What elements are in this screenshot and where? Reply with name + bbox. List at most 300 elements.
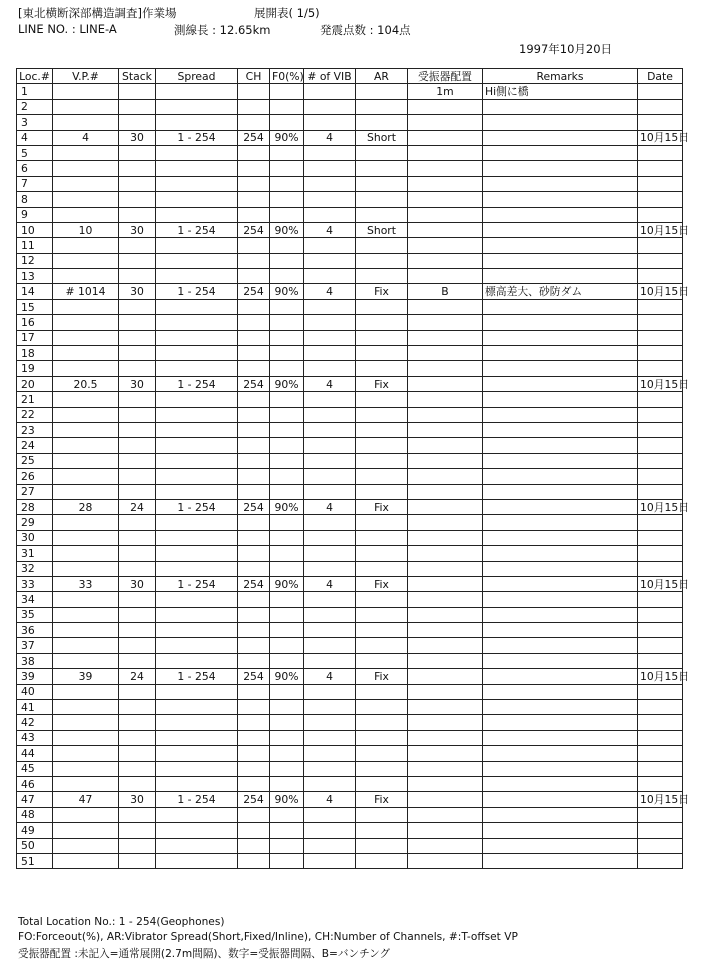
cell-spread bbox=[156, 192, 238, 207]
cell-ch bbox=[238, 161, 270, 176]
cell-geophone bbox=[408, 330, 483, 345]
cell-loc: 21 bbox=[17, 392, 53, 407]
cell-vp bbox=[53, 484, 119, 499]
cell-geophone bbox=[408, 376, 483, 391]
cell-remarks bbox=[483, 761, 638, 776]
cell-date bbox=[638, 330, 683, 345]
cell-ar bbox=[356, 607, 408, 622]
cell-remarks bbox=[483, 730, 638, 745]
cell-stack bbox=[119, 530, 156, 545]
cell-ar: Fix bbox=[356, 576, 408, 591]
cell-remarks bbox=[483, 130, 638, 145]
cell-date: 10月15日 bbox=[638, 499, 683, 514]
cell-ar bbox=[356, 346, 408, 361]
cell-stack bbox=[119, 653, 156, 668]
cell-remarks bbox=[483, 484, 638, 499]
cell-stack bbox=[119, 192, 156, 207]
cell-remarks bbox=[483, 776, 638, 791]
cell-ar bbox=[356, 638, 408, 653]
cell-ar bbox=[356, 853, 408, 868]
table-row bbox=[17, 253, 683, 268]
cell-vp bbox=[53, 638, 119, 653]
table-row bbox=[17, 700, 683, 715]
document-title: [東北横断深部構造調査]作業場 bbox=[18, 6, 177, 20]
cell-spread bbox=[156, 807, 238, 822]
table-row bbox=[17, 499, 683, 514]
cell-stack bbox=[119, 330, 156, 345]
cell-stack bbox=[119, 838, 156, 853]
cell-remarks bbox=[483, 499, 638, 514]
cell-vib: 4 bbox=[304, 222, 356, 237]
cell-remarks bbox=[483, 222, 638, 237]
cell-vp bbox=[53, 715, 119, 730]
cell-loc: 32 bbox=[17, 561, 53, 576]
cell-vp bbox=[53, 238, 119, 253]
cell-fo: 90% bbox=[270, 576, 304, 591]
cell-date: 10月15日 bbox=[638, 669, 683, 684]
line-number: LINE NO. : LINE-A bbox=[18, 22, 117, 36]
col-header-geophone: 受振器配置 bbox=[408, 69, 483, 84]
cell-geophone bbox=[408, 130, 483, 145]
cell-fo bbox=[270, 684, 304, 699]
cell-stack bbox=[119, 253, 156, 268]
cell-fo bbox=[270, 207, 304, 222]
cell-remarks bbox=[483, 176, 638, 191]
cell-geophone: B bbox=[408, 284, 483, 299]
cell-date: 10月15日 bbox=[638, 130, 683, 145]
cell-vib bbox=[304, 346, 356, 361]
cell-vib bbox=[304, 392, 356, 407]
cell-fo bbox=[270, 84, 304, 99]
cell-ar bbox=[356, 684, 408, 699]
cell-vib bbox=[304, 592, 356, 607]
cell-stack bbox=[119, 315, 156, 330]
cell-stack bbox=[119, 853, 156, 868]
cell-ar bbox=[356, 422, 408, 437]
cell-geophone bbox=[408, 561, 483, 576]
cell-ch bbox=[238, 192, 270, 207]
table-row bbox=[17, 823, 683, 838]
cell-vib bbox=[304, 145, 356, 160]
cell-stack bbox=[119, 99, 156, 114]
cell-geophone bbox=[408, 623, 483, 638]
cell-spread bbox=[156, 715, 238, 730]
cell-remarks bbox=[483, 407, 638, 422]
cell-fo bbox=[270, 607, 304, 622]
cell-fo bbox=[270, 746, 304, 761]
cell-ar: Short bbox=[356, 130, 408, 145]
cell-vib bbox=[304, 607, 356, 622]
cell-vp bbox=[53, 392, 119, 407]
cell-remarks bbox=[483, 361, 638, 376]
cell-date bbox=[638, 607, 683, 622]
cell-vib: 4 bbox=[304, 669, 356, 684]
cell-date bbox=[638, 853, 683, 868]
table-row bbox=[17, 638, 683, 653]
cell-stack bbox=[119, 546, 156, 561]
cell-ch bbox=[238, 361, 270, 376]
cell-vp bbox=[53, 407, 119, 422]
cell-loc: 5 bbox=[17, 145, 53, 160]
cell-ch bbox=[238, 438, 270, 453]
table-row bbox=[17, 145, 683, 160]
cell-vp bbox=[53, 207, 119, 222]
cell-ch bbox=[238, 700, 270, 715]
cell-date bbox=[638, 776, 683, 791]
cell-vib: 4 bbox=[304, 130, 356, 145]
cell-stack bbox=[119, 207, 156, 222]
cell-loc: 24 bbox=[17, 438, 53, 453]
cell-stack: 24 bbox=[119, 669, 156, 684]
cell-fo bbox=[270, 638, 304, 653]
cell-loc: 37 bbox=[17, 638, 53, 653]
table-row bbox=[17, 546, 683, 561]
cell-ch bbox=[238, 84, 270, 99]
cell-fo bbox=[270, 238, 304, 253]
cell-ch bbox=[238, 145, 270, 160]
cell-spread bbox=[156, 546, 238, 561]
document-date: 1997年10月20日 bbox=[519, 42, 613, 56]
cell-vib bbox=[304, 730, 356, 745]
cell-spread bbox=[156, 346, 238, 361]
cell-ar bbox=[356, 315, 408, 330]
cell-fo bbox=[270, 776, 304, 791]
cell-vp bbox=[53, 330, 119, 345]
cell-fo bbox=[270, 515, 304, 530]
cell-ar bbox=[356, 746, 408, 761]
cell-ar bbox=[356, 546, 408, 561]
cell-ar bbox=[356, 238, 408, 253]
cell-stack bbox=[119, 115, 156, 130]
cell-ar bbox=[356, 453, 408, 468]
table-row bbox=[17, 853, 683, 868]
cell-loc: 51 bbox=[17, 853, 53, 868]
cell-stack: 30 bbox=[119, 576, 156, 591]
cell-ch bbox=[238, 807, 270, 822]
cell-ar bbox=[356, 469, 408, 484]
table-row bbox=[17, 361, 683, 376]
cell-spread bbox=[156, 84, 238, 99]
table-row bbox=[17, 176, 683, 191]
cell-date bbox=[638, 807, 683, 822]
table-row bbox=[17, 469, 683, 484]
cell-ar bbox=[356, 653, 408, 668]
cell-spread: 1 - 254 bbox=[156, 576, 238, 591]
cell-spread bbox=[156, 730, 238, 745]
cell-stack bbox=[119, 807, 156, 822]
cell-ar bbox=[356, 838, 408, 853]
cell-spread bbox=[156, 761, 238, 776]
table-row bbox=[17, 130, 683, 145]
cell-stack bbox=[119, 438, 156, 453]
cell-fo: 90% bbox=[270, 376, 304, 391]
table-row bbox=[17, 84, 683, 99]
deployment-table bbox=[16, 68, 690, 869]
cell-date bbox=[638, 438, 683, 453]
cell-loc: 25 bbox=[17, 453, 53, 468]
cell-stack bbox=[119, 730, 156, 745]
cell-vib bbox=[304, 361, 356, 376]
cell-remarks bbox=[483, 623, 638, 638]
table-row bbox=[17, 315, 683, 330]
cell-vib bbox=[304, 761, 356, 776]
cell-ch bbox=[238, 823, 270, 838]
cell-vp: 20.5 bbox=[53, 376, 119, 391]
cell-remarks bbox=[483, 700, 638, 715]
cell-vp bbox=[53, 546, 119, 561]
cell-date bbox=[638, 145, 683, 160]
table-row bbox=[17, 776, 683, 791]
cell-date bbox=[638, 730, 683, 745]
cell-ch bbox=[238, 853, 270, 868]
cell-fo bbox=[270, 623, 304, 638]
cell-loc: 39 bbox=[17, 669, 53, 684]
cell-vp bbox=[53, 530, 119, 545]
cell-date bbox=[638, 361, 683, 376]
cell-geophone bbox=[408, 438, 483, 453]
cell-date bbox=[638, 315, 683, 330]
cell-remarks bbox=[483, 469, 638, 484]
cell-remarks bbox=[483, 299, 638, 314]
cell-fo bbox=[270, 192, 304, 207]
cell-loc: 47 bbox=[17, 792, 53, 807]
cell-vp bbox=[53, 299, 119, 314]
cell-remarks bbox=[483, 161, 638, 176]
cell-stack bbox=[119, 453, 156, 468]
line-length: 測線長 : 12.65km bbox=[174, 23, 271, 37]
cell-ch bbox=[238, 453, 270, 468]
cell-ch bbox=[238, 330, 270, 345]
cell-remarks bbox=[483, 453, 638, 468]
cell-remarks: 標高差大、砂防ダム bbox=[483, 284, 638, 299]
cell-spread bbox=[156, 176, 238, 191]
cell-loc: 45 bbox=[17, 761, 53, 776]
col-header-fo: F0(%) bbox=[270, 69, 304, 84]
cell-ch bbox=[238, 469, 270, 484]
cell-ch bbox=[238, 253, 270, 268]
cell-geophone bbox=[408, 484, 483, 499]
cell-loc: 49 bbox=[17, 823, 53, 838]
cell-ch bbox=[238, 638, 270, 653]
cell-geophone bbox=[408, 207, 483, 222]
cell-fo bbox=[270, 453, 304, 468]
table-row bbox=[17, 653, 683, 668]
cell-spread bbox=[156, 530, 238, 545]
cell-ar bbox=[356, 761, 408, 776]
cell-vp bbox=[53, 823, 119, 838]
cell-vp bbox=[53, 469, 119, 484]
cell-geophone bbox=[408, 315, 483, 330]
cell-ar: Short bbox=[356, 222, 408, 237]
cell-remarks bbox=[483, 715, 638, 730]
cell-fo bbox=[270, 546, 304, 561]
cell-spread bbox=[156, 746, 238, 761]
cell-vib bbox=[304, 269, 356, 284]
cell-date: 10月15日 bbox=[638, 792, 683, 807]
cell-remarks bbox=[483, 438, 638, 453]
cell-ar bbox=[356, 299, 408, 314]
cell-vp bbox=[53, 730, 119, 745]
table-row bbox=[17, 792, 683, 807]
cell-loc: 27 bbox=[17, 484, 53, 499]
cell-vp bbox=[53, 453, 119, 468]
table-row bbox=[17, 392, 683, 407]
cell-geophone bbox=[408, 576, 483, 591]
cell-spread bbox=[156, 253, 238, 268]
cell-geophone bbox=[408, 222, 483, 237]
cell-loc: 31 bbox=[17, 546, 53, 561]
cell-remarks bbox=[483, 376, 638, 391]
cell-date bbox=[638, 176, 683, 191]
cell-remarks bbox=[483, 346, 638, 361]
cell-loc: 7 bbox=[17, 176, 53, 191]
cell-loc: 26 bbox=[17, 469, 53, 484]
cell-ch bbox=[238, 838, 270, 853]
cell-geophone bbox=[408, 546, 483, 561]
cell-geophone bbox=[408, 761, 483, 776]
cell-stack bbox=[119, 684, 156, 699]
cell-vp: 39 bbox=[53, 669, 119, 684]
cell-spread bbox=[156, 315, 238, 330]
cell-remarks bbox=[483, 315, 638, 330]
cell-remarks bbox=[483, 145, 638, 160]
cell-fo bbox=[270, 438, 304, 453]
cell-fo bbox=[270, 715, 304, 730]
cell-ar bbox=[356, 515, 408, 530]
cell-remarks bbox=[483, 192, 638, 207]
cell-stack bbox=[119, 776, 156, 791]
table-row bbox=[17, 715, 683, 730]
cell-geophone bbox=[408, 99, 483, 114]
cell-spread: 1 - 254 bbox=[156, 222, 238, 237]
cell-stack bbox=[119, 422, 156, 437]
cell-date bbox=[638, 715, 683, 730]
cell-vib bbox=[304, 838, 356, 853]
cell-ar bbox=[356, 207, 408, 222]
table-row bbox=[17, 484, 683, 499]
cell-remarks bbox=[483, 561, 638, 576]
cell-ch bbox=[238, 484, 270, 499]
cell-geophone bbox=[408, 838, 483, 853]
cell-vp bbox=[53, 623, 119, 638]
cell-loc: 44 bbox=[17, 746, 53, 761]
cell-vp: 47 bbox=[53, 792, 119, 807]
cell-vp bbox=[53, 515, 119, 530]
cell-stack bbox=[119, 700, 156, 715]
cell-stack bbox=[119, 761, 156, 776]
cell-date bbox=[638, 823, 683, 838]
cell-vp bbox=[53, 422, 119, 437]
table-row bbox=[17, 530, 683, 545]
cell-loc: 11 bbox=[17, 238, 53, 253]
cell-ar bbox=[356, 361, 408, 376]
cell-vp bbox=[53, 346, 119, 361]
footer-geophone-note: 受振器配置 :未記入=通常展開(2.7m間隔)、数字=受振器間隔、B=バンチング bbox=[18, 948, 391, 960]
cell-date: 10月15日 bbox=[638, 376, 683, 391]
cell-date: 10月15日 bbox=[638, 222, 683, 237]
cell-ch bbox=[238, 592, 270, 607]
cell-vp bbox=[53, 315, 119, 330]
cell-fo bbox=[270, 176, 304, 191]
cell-ar bbox=[356, 561, 408, 576]
cell-vp: 28 bbox=[53, 499, 119, 514]
cell-fo bbox=[270, 330, 304, 345]
cell-vib bbox=[304, 853, 356, 868]
cell-remarks bbox=[483, 792, 638, 807]
cell-ar bbox=[356, 807, 408, 822]
table-row bbox=[17, 438, 683, 453]
cell-ch bbox=[238, 730, 270, 745]
cell-vib bbox=[304, 484, 356, 499]
table-row bbox=[17, 592, 683, 607]
cell-vp bbox=[53, 192, 119, 207]
cell-spread bbox=[156, 269, 238, 284]
cell-loc: 13 bbox=[17, 269, 53, 284]
cell-vp bbox=[53, 361, 119, 376]
cell-loc: 4 bbox=[17, 130, 53, 145]
cell-ar bbox=[356, 530, 408, 545]
cell-date bbox=[638, 161, 683, 176]
cell-remarks bbox=[483, 269, 638, 284]
cell-stack bbox=[119, 607, 156, 622]
cell-date bbox=[638, 623, 683, 638]
cell-ar bbox=[356, 700, 408, 715]
cell-geophone bbox=[408, 607, 483, 622]
table-row bbox=[17, 222, 683, 237]
cell-remarks bbox=[483, 746, 638, 761]
cell-ch bbox=[238, 207, 270, 222]
cell-remarks bbox=[483, 422, 638, 437]
cell-vib bbox=[304, 746, 356, 761]
cell-date bbox=[638, 299, 683, 314]
cell-stack bbox=[119, 561, 156, 576]
cell-ar bbox=[356, 269, 408, 284]
cell-fo bbox=[270, 530, 304, 545]
cell-stack bbox=[119, 299, 156, 314]
cell-loc: 12 bbox=[17, 253, 53, 268]
cell-ch bbox=[238, 176, 270, 191]
cell-vib bbox=[304, 653, 356, 668]
cell-stack bbox=[119, 407, 156, 422]
cell-remarks bbox=[483, 546, 638, 561]
cell-ch bbox=[238, 238, 270, 253]
table-row bbox=[17, 161, 683, 176]
table-row bbox=[17, 330, 683, 345]
cell-fo: 90% bbox=[270, 284, 304, 299]
cell-loc: 42 bbox=[17, 715, 53, 730]
cell-vp bbox=[53, 561, 119, 576]
cell-date bbox=[638, 515, 683, 530]
cell-date bbox=[638, 346, 683, 361]
cell-remarks bbox=[483, 99, 638, 114]
cell-fo bbox=[270, 592, 304, 607]
cell-stack bbox=[119, 515, 156, 530]
col-header-stack: Stack bbox=[119, 69, 156, 84]
cell-vib bbox=[304, 453, 356, 468]
cell-vp bbox=[53, 99, 119, 114]
table-row bbox=[17, 684, 683, 699]
cell-stack bbox=[119, 145, 156, 160]
cell-geophone bbox=[408, 592, 483, 607]
cell-vp bbox=[53, 761, 119, 776]
cell-fo bbox=[270, 253, 304, 268]
cell-stack bbox=[119, 392, 156, 407]
cell-remarks bbox=[483, 638, 638, 653]
cell-ch bbox=[238, 99, 270, 114]
table-row bbox=[17, 376, 683, 391]
cell-date bbox=[638, 653, 683, 668]
cell-ar bbox=[356, 115, 408, 130]
